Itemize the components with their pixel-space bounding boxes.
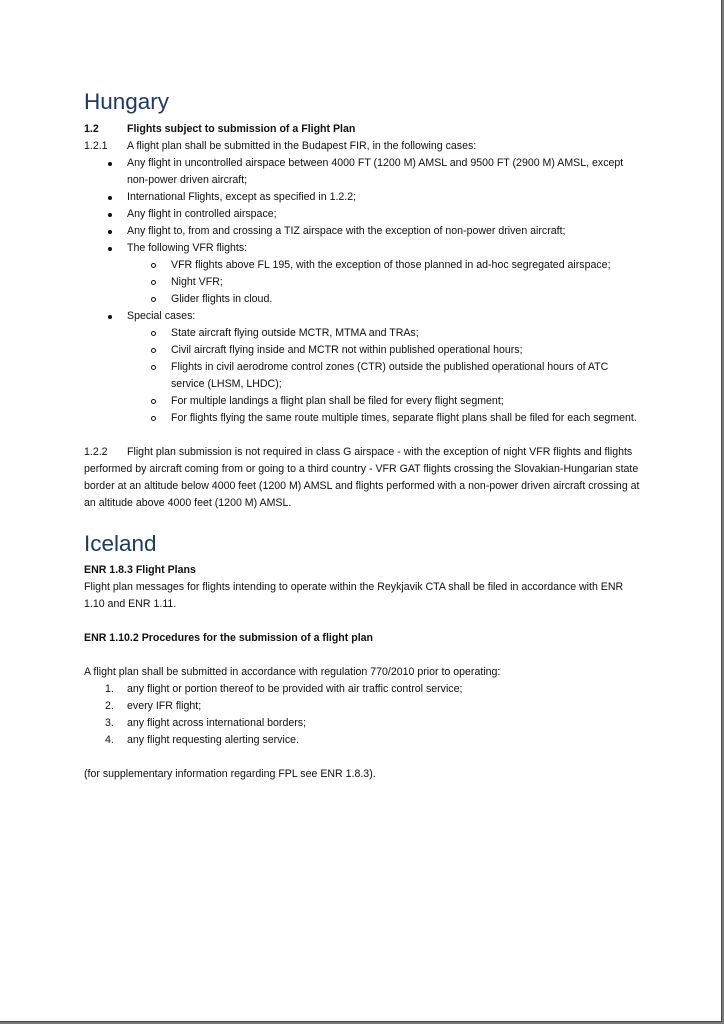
enr-note: (for supplementary information regarding FPL see ENR 1.8.3). — [84, 768, 376, 780]
sublist-item-text: Night VFR; — [171, 276, 223, 288]
item-number: 3. — [105, 717, 114, 729]
numbered-item — [105, 732, 644, 749]
list-item-text: Any flight in controlled airspace; — [127, 208, 277, 220]
enr-1-10-2-title: ENR 1.10.2 Procedures for the submission of a flight plan — [84, 632, 374, 644]
section-1-2-2 — [84, 444, 644, 512]
item-text: any flight across international borders; — [127, 717, 307, 729]
section-1-2 — [84, 121, 644, 138]
section-number: 1.2.2 — [84, 446, 108, 458]
section-text: Flight plan submission is not required in class G airspace - with the exception of night VFR flights and flights performed by aircraft coming from or going to a third country - VFR GAT flights crossing the Slovakian-Hungarian state border at an altitude below 4000 feet (1200 M) AMSL and flights performed with a non-power driven aircraft crossing at an altitude above 4000 feet (1200 M) AMSL. — [84, 446, 640, 509]
numbered-item — [105, 715, 644, 732]
special-cases-sublist — [127, 325, 644, 427]
item-text: any flight or portion thereof to be provided with air traffic control service; — [127, 683, 463, 695]
sublist-item — [171, 393, 644, 410]
sublist-item — [171, 325, 644, 342]
sublist-item-text: For multiple landings a flight plan shall be filed for every flight segment; — [171, 395, 504, 407]
enr-1-10-2-list — [84, 681, 644, 749]
sublist-item — [171, 359, 644, 393]
sublist-item-text: Glider flights in cloud. — [171, 293, 273, 305]
list-item — [127, 308, 644, 427]
list-item — [127, 240, 644, 308]
section-number: 1.2 — [84, 123, 99, 135]
enr-1-8-3-title: ENR 1.8.3 Flight Plans — [84, 564, 196, 576]
list-item — [127, 206, 644, 223]
heading-hungary: Hungary — [84, 89, 170, 114]
heading-iceland: Iceland — [84, 531, 157, 556]
sublist-item-text: Flights in civil aerodrome control zones (CTR) outside the published operational hours of ATC service (LHSM, LHDC); — [171, 361, 609, 390]
hungary-bullet-list — [84, 155, 644, 427]
sublist-item-text: VFR flights above FL 195, with the exception of those planned in ad-hoc segregated airspace; — [171, 259, 611, 271]
sublist-item-text: For flights flying the same route multiple times, separate flight plans shall be filed for each segment. — [171, 412, 637, 424]
sublist-item — [171, 291, 644, 308]
list-item-text: Special cases: — [127, 310, 196, 322]
item-number: 2. — [105, 700, 114, 712]
list-item-text: Any flight to, from and crossing a TIZ airspace with the exception of non-power driven aircraft; — [127, 225, 566, 237]
sublist-item — [171, 342, 644, 359]
list-item-text: The following VFR flights: — [127, 242, 248, 254]
sublist-item — [171, 410, 644, 427]
enr-1-8-3-text: Flight plan messages for flights intending to operate within the Reykjavik CTA shall be filed in accordance with ENR 1.10 and ENR 1.11. — [84, 581, 624, 610]
section-1-2-1 — [84, 138, 644, 155]
sublist-item-text: Civil aircraft flying inside and MCTR not within published operational hours; — [171, 344, 523, 356]
numbered-item — [105, 681, 644, 698]
section-text: A flight plan shall be submitted in the Budapest FIR, in the following cases: — [127, 140, 477, 152]
numbered-item — [105, 698, 644, 715]
item-text: every IFR flight; — [127, 700, 202, 712]
item-number: 1. — [105, 683, 114, 695]
document-body — [84, 88, 644, 783]
list-item — [127, 223, 644, 240]
sublist-item-text: State aircraft flying outside MCTR, MTMA and TRAs; — [171, 327, 419, 339]
item-text: any flight requesting alerting service. — [127, 734, 299, 746]
section-number: 1.2.1 — [84, 140, 108, 152]
list-item-text: International Flights, except as specified in 1.2.2; — [127, 191, 357, 203]
list-item-text: Any flight in uncontrolled airspace between 4000 FT (1200 M) AMSL and 9500 FT (2900 M) AMSL, except non-power driven aircraft; — [127, 157, 624, 186]
item-number: 4. — [105, 734, 114, 746]
vfr-sublist — [127, 257, 644, 308]
section-title: Flights subject to submission of a Flight Plan — [127, 123, 356, 135]
list-item — [127, 189, 644, 206]
sublist-item — [171, 257, 644, 274]
sublist-item — [171, 274, 644, 291]
list-item — [127, 155, 644, 189]
enr-1-10-2-intro: A flight plan shall be submitted in accordance with regulation 770/2010 prior to operating: — [84, 666, 501, 678]
